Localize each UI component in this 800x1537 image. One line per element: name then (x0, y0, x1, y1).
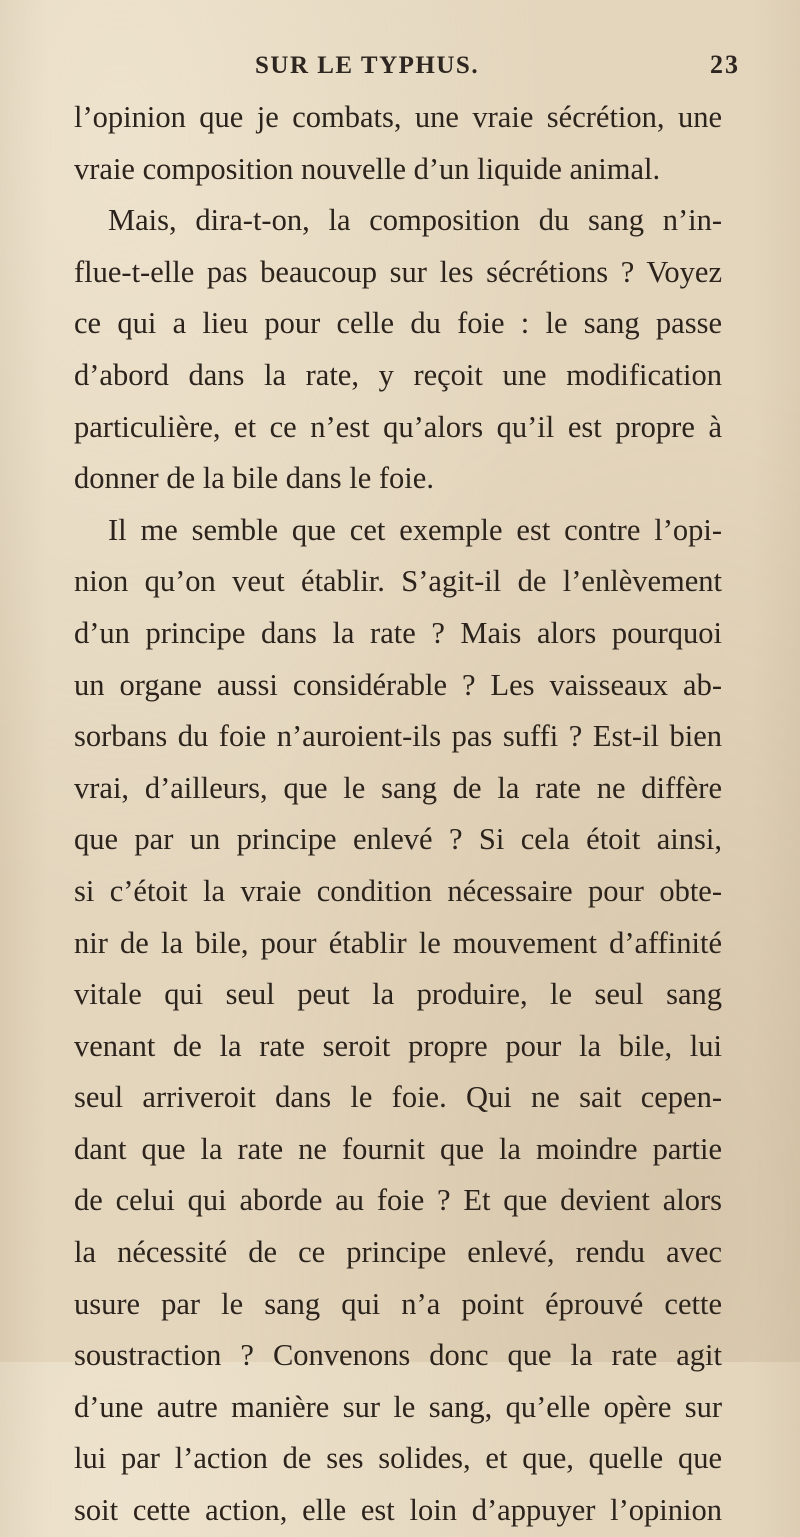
text-line: venant de la rate seroit propre pour la bile, lui (74, 1028, 722, 1063)
text-line: particulière, et ce n’est qu’alors qu’il est propre à (74, 409, 722, 444)
text-line: la nécessité de ce principe enlevé, rendu avec (74, 1235, 722, 1270)
text-line: usure par le sang qui n’a point éprouvé cette (74, 1286, 722, 1321)
text-line: donner de la bile dans le foie. (74, 461, 434, 496)
running-title: SUR LE TYPHUS. (255, 52, 480, 79)
text-line: nion qu’on veut établir. S’agit-il de l’enlèvement (74, 564, 722, 599)
text-line: vrai, d’ailleurs, que le sang de la rate ne diffère (74, 770, 722, 805)
text-line: d’un principe dans la rate ? Mais alors pourquoi (74, 615, 722, 650)
text-line: vitale qui seul peut la produire, le seul sang (74, 977, 722, 1012)
text-line: vraie composition nouvelle d’un liquide animal. (74, 151, 661, 186)
text-line: que par un principe enlevé ? Si cela étoit ainsi, (74, 822, 722, 857)
text-line: lui par l’action de ses solides, et que, quelle que (74, 1441, 722, 1476)
text-line: un organe aussi considérable ? Les vaisseaux ab- (74, 667, 722, 702)
text-line: seul arriveroit dans le foie. Qui ne sait cepen- (74, 1080, 722, 1115)
text-line: soustraction ? Convenons donc que la rate agit (74, 1338, 722, 1373)
text-line: flue-t-elle pas beaucoup sur les sécrétions ? Voyez (74, 254, 722, 289)
paragraph-start-line: Mais, dira-t-on, la composition du sang n’in- (108, 203, 722, 238)
text-line: nir de la bile, pour établir le mouvement d’affinité (74, 925, 722, 960)
text-line: d’une autre manière sur le sang, qu’elle opère sur (74, 1389, 722, 1424)
body-text (74, 92, 722, 1537)
text-line: d’abord dans la rate, y reçoit une modification (74, 357, 722, 392)
text-line: si c’étoit la vraie condition nécessaire pour obte- (74, 873, 722, 908)
text-line: soit cette action, elle est loin d’appuyer l’opinion (74, 1493, 722, 1528)
paragraph-start-line: Il me semble que cet exemple est contre l’opi- (108, 512, 722, 547)
text-line: de celui qui aborde au foie ? Et que devient alors (74, 1183, 722, 1218)
text-line: l’opinion que je combats, une vraie sécrétion, une (74, 100, 722, 134)
text-line: dant que la rate ne fournit que la moindre partie (74, 1131, 722, 1166)
running-header (255, 50, 740, 84)
text-line: ce qui a lieu pour celle du foie : le sang passe (74, 306, 722, 341)
page-number: 23 (710, 50, 740, 79)
text-line: sorbans du foie n’auroient-ils pas suffi ? Est-il bien (74, 719, 722, 754)
